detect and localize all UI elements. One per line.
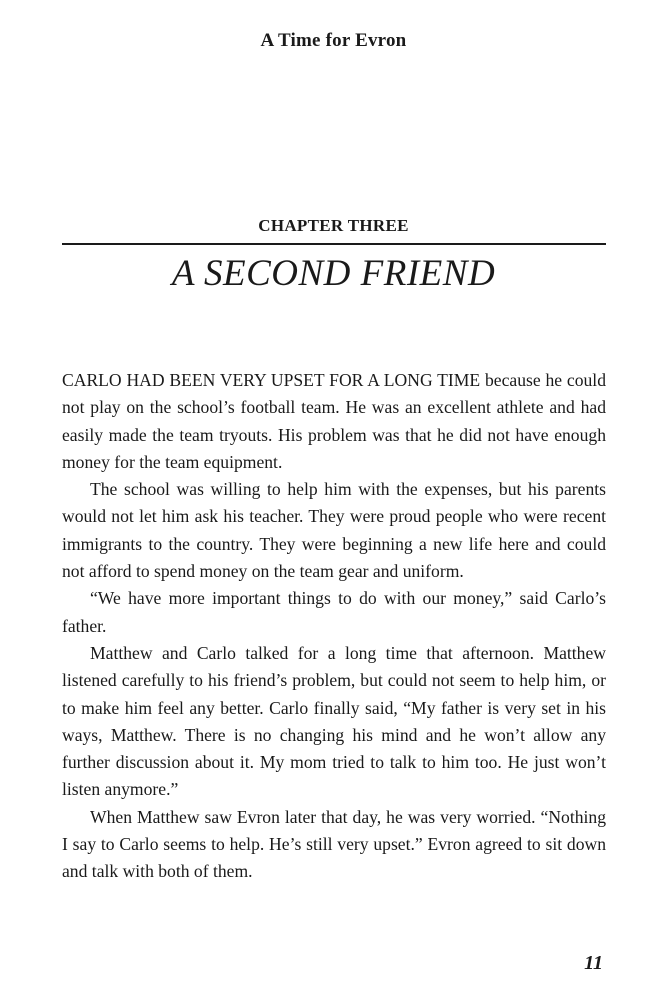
chapter-label: CHAPTER THREE bbox=[258, 216, 409, 235]
paragraph-5: When Matthew saw Evron later that day, he was very worried. “Nothing I say to Carlo seems to help. He’s still very upset.” Evron agreed to sit down and talk with both of them. bbox=[62, 806, 606, 882]
running-head: A Time for Evron bbox=[260, 30, 407, 51]
paragraph-2: The school was willing to help him with the expenses, but his parents would not let him ask his teacher. They were proud people who were recent immigrants to the country. They were beginning a new life here and could not afford to spend money on the team gear and uniform. bbox=[62, 479, 606, 582]
chapter-body bbox=[62, 367, 606, 886]
chapter-title: A SECOND FRIEND bbox=[171, 253, 496, 294]
page-number: 11 bbox=[584, 952, 603, 974]
paragraph-4: Matthew and Carlo talked for a long time that afternoon. Matthew listened carefully to his friend’s problem, but could not seem to help him, or to make him feel any better. Carlo finally said, “My father is very set in his ways, Matthew. There is no changing his mind and he won’t allow any further discussion about it. My mom tried to talk to him too. He just won’t listen anymore.” bbox=[62, 642, 606, 800]
paragraph-1: CARLO HAD BEEN VERY UPSET FOR A LONG TIME because he could not play on the school’s football team. He was an excellent athlete and had easily made the team tryouts. His problem was that he did not have enough money for the team equipment. bbox=[62, 370, 606, 472]
paragraph-3: “We have more important things to do with our money,” said Carlo’s father. bbox=[62, 588, 606, 636]
chapter-divider bbox=[62, 243, 606, 245]
